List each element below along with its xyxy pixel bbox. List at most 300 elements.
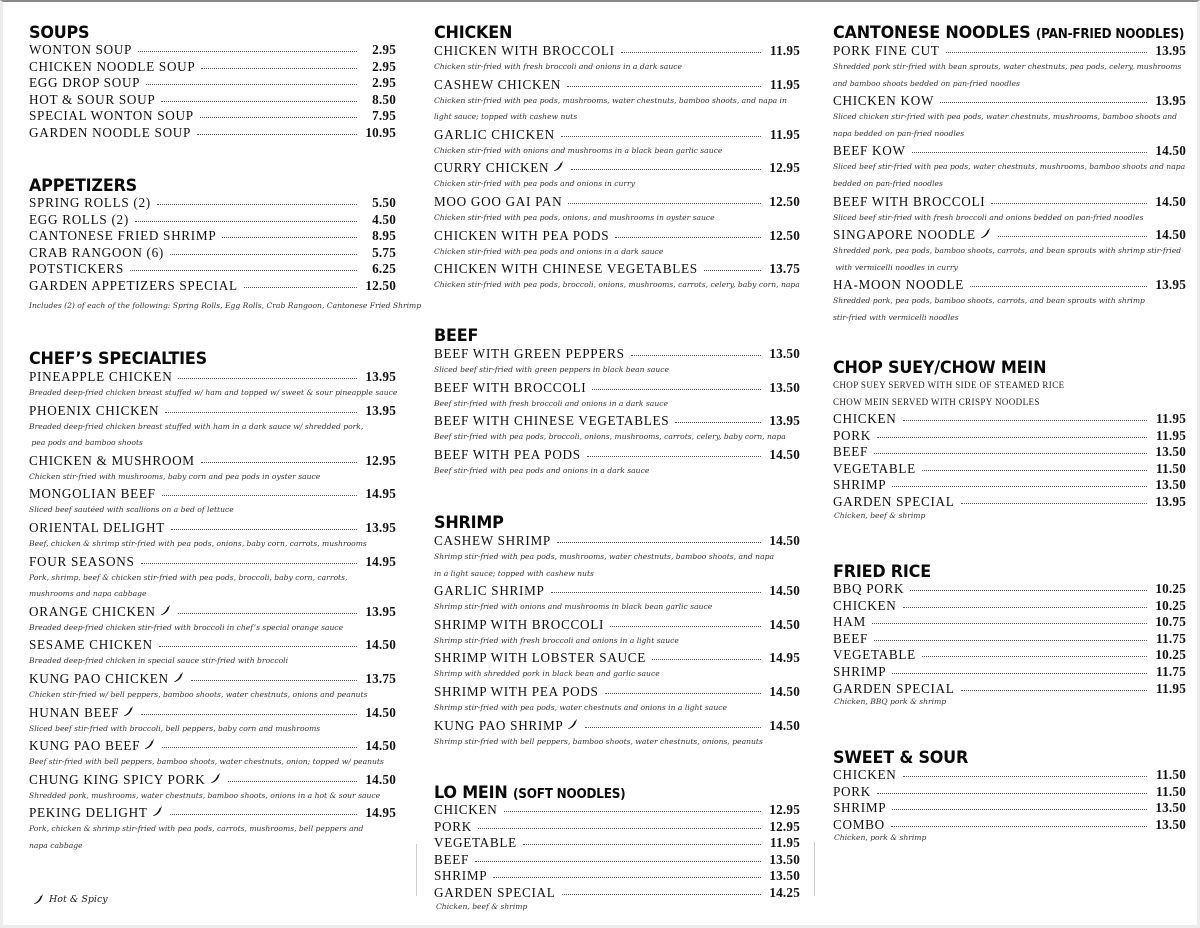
item-name: CRAB RANGOON (6) [29,244,165,260]
item-name: COMBO [833,816,885,832]
item-description: Breaded deep-fried chicken stir-fried with broccoli in chef’s special orange sauce [29,622,344,632]
item-description: Sliced beef stir-fried with broccoli, bell peppers, baby corn and mushrooms [29,723,321,733]
dot-leader [170,814,357,815]
item-description: Breaded deep-fried chicken in special sauce stir-fried with broccoli [29,656,289,666]
item-price: 8.50 [372,91,396,107]
item-description: Shrimp stir-fried with bell peppers, bamboo shoots, water chestnuts, onions, peanuts [434,736,763,746]
menu-item[interactable] [434,835,800,852]
dot-leader [877,437,1147,438]
menu-item[interactable] [434,532,800,549]
item-price: 13.75 [769,261,800,277]
item-name: CHICKEN WITH CHINESE VEGETABLES [434,261,698,277]
menu-item[interactable] [833,226,1186,243]
menu-item[interactable] [29,519,396,536]
item-name: CHICKEN [833,767,897,782]
dot-leader [162,747,357,748]
dot-leader [998,236,1147,237]
hot-spicy-pepper-icon [210,772,222,784]
section-title: CHEF’S SPECIALTIES [29,348,207,369]
hot-spicy-pepper-icon [123,705,135,717]
item-price: 13.75 [365,670,396,686]
menu-item[interactable] [833,42,1186,59]
item-price: 14.95 [769,650,800,666]
item-name: CHICKEN [434,802,498,817]
item-description: napa cabbage [29,840,83,850]
item-price: 14.50 [1155,143,1186,159]
menu-item[interactable] [29,125,396,142]
dot-leader [891,826,1147,827]
item-price: 10.25 [1155,581,1186,596]
dot-leader [228,781,357,782]
menu-item[interactable] [434,819,800,836]
menu-item[interactable] [434,159,800,176]
section-title: FRIED RICE [833,561,931,582]
item-list [29,42,396,142]
dot-leader [201,68,357,69]
item-price: 12.95 [365,452,396,468]
dot-leader [892,486,1147,487]
menu-item[interactable] [833,92,1186,109]
item-name: GARDEN SPECIAL [833,493,955,509]
dot-leader [504,811,761,812]
menu-item[interactable] [833,817,1186,834]
dot-leader [592,389,761,390]
item-name: SPECIAL WONTON SOUP [29,108,194,124]
menu-item[interactable] [29,75,396,92]
item-description: Sliced chicken stir-fried with pea pods, water chestnuts, mushrooms, bamboo shoots and [833,112,1178,122]
menu-item[interactable] [434,412,800,429]
menu-item[interactable] [833,681,1186,698]
dot-leader [197,134,357,135]
item-price: 11.50 [1156,460,1186,476]
dot-leader [621,52,761,53]
hot-spicy-pepper-icon [980,227,992,239]
section-shrimp [434,512,800,750]
item-price: 14.50 [1155,227,1186,243]
item-price: 11.95 [770,43,800,58]
dot-leader [903,776,1147,777]
menu-item[interactable] [29,228,396,245]
section-cantonese-noodles [833,22,1186,327]
item-name: ORANGE CHICKEN [29,603,156,619]
item-price: 14.50 [769,533,800,548]
menu-item[interactable] [833,614,1186,631]
dot-leader [704,270,761,271]
item-price: 11.95 [770,126,800,142]
item-price: 14.50 [769,616,800,632]
dot-leader [523,844,761,845]
menu-item[interactable] [833,477,1186,494]
dot-leader [652,659,761,660]
item-name: POTSTICKERS [29,261,124,277]
menu-item[interactable] [434,683,800,700]
item-name: GARDEN APPETIZERS SPECIAL [29,277,238,293]
section-chicken [434,22,800,294]
dot-leader [157,204,357,205]
hot-spicy-pepper-icon [173,671,185,683]
item-price: 14.95 [365,805,396,821]
item-price: 11.75 [1156,630,1186,646]
menu-item[interactable] [434,193,800,210]
item-price: 12.95 [769,160,800,176]
item-price: 2.95 [372,75,396,91]
item-name: SPRING ROLLS (2) [29,195,151,210]
item-name: BBQ PORK [833,581,905,596]
item-price: 14.50 [365,637,396,653]
item-price: 14.50 [769,446,800,462]
menu-item[interactable] [29,402,396,419]
menu-item[interactable] [833,800,1186,817]
section-title [434,782,800,804]
item-name: BEEF WITH BROCCOLI [833,193,986,209]
dot-leader [567,86,761,87]
item-name: CHICKEN [833,597,897,613]
dot-leader [200,117,357,118]
item-description: Chicken stir-fried with mushrooms, baby corn and pea pods in oyster sauce [29,471,321,481]
menu-item[interactable] [29,452,396,469]
item-price: 5.50 [372,195,396,210]
menu-item[interactable] [434,260,800,277]
item-name: CHICKEN KOW [833,93,935,109]
hot-spicy-pepper-icon [33,893,45,905]
item-description: Chicken stir-fried with pea pods and onions in curry [434,179,635,189]
item-name: MONGOLIAN BEEF [29,486,156,502]
item-price: 13.95 [365,519,396,535]
item-list [434,42,800,294]
item-description: Shredded pork, pea pods, bamboo shoots, carrots, and bean sprouts with shrimp stir-fried [833,246,1182,256]
item-description: Chicken stir-fried with pea pods, mushrooms, water chestnuts, bamboo shoots, and napa in [434,95,787,105]
item-name: CASHEW SHRIMP [434,533,551,548]
item-description: Shredded pork, pea pods, bamboo shoots, carrots, and bean sprouts with shrimp [833,296,1145,306]
item-name: EGG DROP SOUP [29,75,141,91]
item-description: Shrimp stir-fried with onions and mushrooms in black bean garlic sauce [434,602,713,612]
menu-item[interactable] [833,142,1186,159]
item-price: 13.50 [769,379,800,395]
menu-item[interactable] [29,108,396,125]
menu-item[interactable] [29,59,396,76]
menu-item[interactable] [833,784,1186,801]
item-description: light sauce; topped with cashew nuts [434,112,578,122]
menu-item[interactable] [833,444,1186,461]
item-price: 11.95 [770,76,800,92]
section-note-rice: CHOP SUEY SERVED WITH SIDE OF STEAMED RICE [833,380,1065,390]
item-list [434,532,800,750]
section-note: Chicken, BBQ pork & shrimp [834,697,947,707]
item-description: napa bedded on pan-fried noodles [833,128,965,138]
dot-leader [170,254,357,255]
menu-item[interactable] [833,581,1186,598]
item-price: 13.50 [1155,816,1186,832]
item-name: SHRIMP WITH BROCCOLI [434,616,605,632]
item-price: 11.95 [770,835,800,851]
dot-leader [146,84,357,85]
dot-leader [141,714,357,715]
menu-item[interactable] [833,664,1186,681]
section-soups [29,22,396,142]
dot-leader [910,590,1147,591]
item-price: 13.95 [1155,93,1186,109]
item-price: 12.50 [365,277,396,293]
item-description: Sliced beef stir-fried with pea pods, water chestnuts, mushrooms, bamboo shoots and napa [833,162,1186,172]
dot-leader [610,626,761,627]
menu-item[interactable] [833,631,1186,648]
menu-item[interactable] [29,704,396,721]
item-list [434,345,800,479]
item-name: PHOENIX CHICKEN [29,402,160,418]
dot-leader [922,656,1147,657]
dot-leader [162,495,357,496]
item-price: 14.50 [769,717,800,733]
item-name: PORK FINE CUT [833,43,940,58]
item-description: Shrimp stir-fried with pea pods, water chestnuts and onions in a light sauce [434,702,727,712]
item-price: 11.95 [1156,427,1186,443]
item-description: Breaded deep-fried chicken breast stuffed w/ ham and topped w/ sweet & sour pineapple sauce [29,388,398,397]
item-description: with vermicelli noodles in curry [833,262,958,272]
menu-item[interactable] [833,276,1186,293]
section-sweet-sour [833,747,1186,843]
item-name: SHRIMP [833,663,887,679]
menu-item[interactable] [29,212,396,229]
menu-item[interactable] [434,42,800,59]
menu-item[interactable] [29,670,396,687]
dot-leader [585,727,761,728]
item-description: Chicken stir-fried w/ bell peppers, bamboo shoots, water chestnuts, onions and peanuts [29,689,368,699]
section-chop-suey-chow-mein [833,357,1186,521]
item-name: SHRIMP WITH PEA PODS [434,683,599,699]
item-name: GARLIC CHICKEN [434,126,555,142]
item-list [833,42,1186,327]
section-title-main: LO MEIN [434,782,508,803]
dot-leader [903,607,1147,608]
menu-item[interactable] [434,868,800,885]
section-note: Chicken, beef & shrimp [436,901,528,911]
dot-leader [165,412,357,413]
dot-leader [130,270,357,271]
section-note-noodles: CHOW MEIN SERVED WITH CRISPY NOODLES [833,397,1040,407]
item-description: Beef stir-fried with bell peppers, bamboo shoots, water chestnuts, onion; topped w/ peanuts [29,757,384,767]
item-price: 13.95 [365,402,396,418]
section-title: SHRIMP [434,512,504,533]
dot-leader [475,861,761,862]
menu-item[interactable] [434,126,800,143]
item-name: FOUR SEASONS [29,553,135,569]
divider-line [416,844,417,896]
menu-item[interactable] [29,636,396,653]
menu-item[interactable] [833,461,1186,478]
item-price: 14.50 [769,683,800,699]
menu-item[interactable] [434,446,800,463]
menu-item[interactable] [29,771,396,788]
item-price: 13.95 [1155,493,1186,509]
hot-spicy-pepper-icon [553,160,565,172]
item-name: EGG ROLLS (2) [29,211,129,227]
item-name: VEGETABLE [833,647,916,663]
item-description: Shrimp with shredded pork in black bean and garlic sauce [434,669,660,679]
item-name: KUNG PAO BEEF [29,738,141,754]
menu-item[interactable] [434,717,800,734]
menu-item[interactable] [833,598,1186,615]
divider-line [814,842,815,896]
dot-leader [874,640,1147,641]
item-name: BEEF KOW [833,143,906,159]
dot-leader [912,152,1147,153]
menu-item[interactable] [833,193,1186,210]
dot-leader [970,286,1147,287]
menu-item[interactable] [434,649,800,666]
menu-item[interactable] [434,802,800,819]
dot-leader [571,169,761,170]
menu-item[interactable] [434,227,800,244]
item-description: Pork, chicken & shrimp stir-fried with pea pods, carrots, mushrooms, bell peppers and [29,824,364,834]
item-price: 12.50 [769,227,800,243]
section-fried-rice [833,561,1186,707]
menu-item[interactable] [29,485,396,502]
menu-item[interactable] [29,553,396,570]
item-price: 11.95 [1156,680,1186,696]
menu-item[interactable] [29,42,396,59]
menu-item[interactable] [29,278,396,295]
menu-item[interactable] [29,804,396,821]
item-name: CHUNG KING SPICY PORK [29,771,206,787]
menu-item[interactable] [434,345,800,362]
item-name: HAM [833,614,866,630]
item-list [29,368,396,855]
item-name: GARDEN SPECIAL [833,680,955,696]
menu-item[interactable] [833,428,1186,445]
section-appetizers [29,175,422,317]
dot-leader [903,420,1147,421]
section-note: Chicken, beef & shrimp [834,510,926,520]
section-subtitle: (PAN-FRIED NOODLES) [1035,26,1185,42]
item-price: 11.50 [1156,767,1186,782]
item-name: WONTON SOUP [29,42,133,57]
item-description: in a light sauce; topped with cashew nuts [434,568,594,578]
item-name: CHICKEN WITH PEA PODS [434,227,610,243]
dot-leader [201,462,357,463]
dot-leader [631,355,761,356]
menu-item[interactable] [29,92,396,109]
item-name: PORK [434,818,472,834]
item-name: CHICKEN & MUSHROOM [29,452,195,468]
section-title: APPETIZERS [29,175,138,196]
hot-spicy-pepper-icon [144,738,156,750]
dot-leader [961,503,1147,504]
item-description: Sliced beef sautéed with scallions on a bed of lettuce [29,505,234,515]
item-list [29,195,396,295]
item-name: KUNG PAO CHICKEN [29,670,169,686]
dot-leader [178,378,357,379]
item-price: 2.95 [372,42,396,57]
item-name: CHICKEN WITH BROCCOLI [434,43,615,58]
item-name: BEEF [833,444,869,460]
menu-item[interactable] [833,494,1186,511]
item-name: MOO GOO GAI PAN [434,193,563,209]
section-beef [434,325,800,479]
menu-item[interactable] [29,368,396,385]
item-name: CASHEW CHICKEN [434,76,562,92]
section-note: Chicken, pork & shrimp [834,833,927,843]
menu-item[interactable] [833,411,1186,428]
menu-item[interactable] [833,647,1186,664]
menu-item[interactable] [29,737,396,754]
item-name: SHRIMP WITH LOBSTER SAUCE [434,650,647,666]
menu-item[interactable] [434,885,800,902]
item-price: 6.25 [372,261,396,277]
item-name: GARDEN NOODLE SOUP [29,124,192,140]
section-title: SWEET & SOUR [833,747,969,768]
hot-spicy-pepper-icon [160,604,172,616]
item-price: 12.95 [769,818,800,834]
item-name: HOT & SOUR SOUP [29,91,156,107]
item-name: KUNG PAO SHRIMP [434,717,564,733]
dot-leader [222,237,357,238]
item-price: 14.50 [365,738,396,754]
item-name: BEEF WITH GREEN PEPPERS [434,346,625,361]
item-price: 11.75 [1156,663,1186,679]
item-name: PORK [833,783,871,799]
item-description: Beef, chicken & shrimp stir-fried with pea pods, onions, baby corn, carrots, mushrooms [29,538,367,548]
dot-leader [615,237,761,238]
item-price: 14.25 [769,884,800,900]
dot-leader [159,646,357,647]
section-title [833,22,1186,44]
dot-leader [141,563,357,564]
menu-item[interactable] [29,195,396,212]
item-description: Beef stir-fried with pea pods, broccoli, onions, mushrooms, carrots, celery, baby corn, napa [434,432,786,442]
menu-item[interactable] [434,616,800,633]
menu-item[interactable] [29,603,396,620]
item-name: SHRIMP [833,477,887,493]
dot-leader [946,52,1147,53]
menu-item[interactable] [29,261,396,278]
hot-spicy-pepper-icon [152,805,164,817]
dot-leader [991,203,1147,204]
menu-item[interactable] [29,245,396,262]
item-description: pea pods and bamboo shoots [29,438,143,448]
item-list [833,411,1186,511]
section-title: BEEF [434,325,479,346]
dot-leader [675,422,761,423]
item-name: BEEF WITH CHINESE VEGETABLES [434,413,670,429]
item-list [434,802,800,902]
section-lo-mein [434,782,800,912]
item-description: Breaded deep-fried chicken breast stuffed with ham in a dark sauce w/ shredded pork, [29,421,364,431]
item-description: Chicken stir-fried with onions and mushrooms in a black bean garlic sauce [434,145,723,155]
dot-leader [138,51,357,52]
menu-item[interactable] [434,852,800,869]
item-name: BEEF WITH BROCCOLI [434,379,587,395]
item-price: 13.95 [1155,277,1186,293]
item-name: ORIENTAL DELIGHT [29,519,166,535]
dot-leader [877,793,1147,794]
item-description: Beef stir-fried with pea pods and onions in a dark sauce [434,465,650,475]
legend-label: Hot & Spicy [49,893,108,905]
menu-item[interactable] [434,76,800,93]
menu-item[interactable] [833,767,1186,784]
item-name: SHRIMP [833,800,887,816]
menu-item[interactable] [434,582,800,599]
item-name: VEGETABLE [434,835,517,851]
item-price: 13.95 [365,369,396,384]
menu-item[interactable] [434,379,800,396]
item-name: SHRIMP [434,868,488,884]
dot-leader [135,221,357,222]
item-name: PEKING DELIGHT [29,805,148,821]
item-description: Shrimp stir-fried with fresh broccoli and onions in a light sauce [434,635,679,645]
section-subtitle: (SOFT NOODLES) [512,786,626,802]
legend [33,893,108,905]
dot-leader [874,453,1147,454]
